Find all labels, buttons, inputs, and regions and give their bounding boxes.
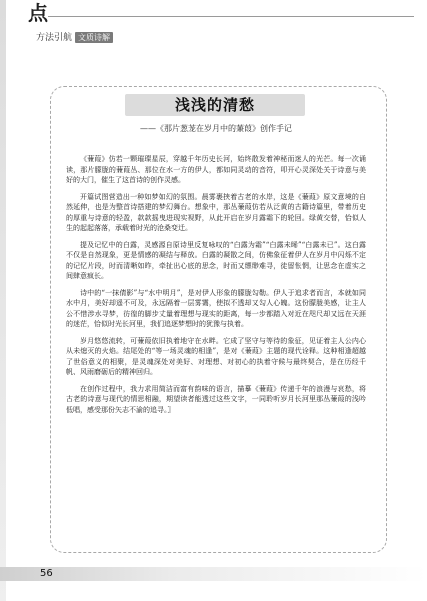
article-subtitle: ——《那片葱茏在岁月中的蒹葭》创作手记 <box>140 124 292 133</box>
header-subtitle: 方法引航 <box>36 33 73 43</box>
paragraph: 提及记忆中的白露，灵感源自原诗里反复咏叹的“白露为霜”“白露未晞”“白露未已”。这白露不仅是自然现象，更是情感的凝结与释放。白露的凝散之间，仿佛象征着伊人在岁月中闪烁不定的记忆片段，时而清晰如昨，牵扯出心底的思念，时而又缥缈难寻，徒留怅惘，让思念在虚实之间肆意疯长。 <box>66 240 366 280</box>
footer-bar <box>0 567 427 581</box>
header-badge: 文质诗解 <box>75 32 113 43</box>
page-number: 56 <box>40 568 53 579</box>
article-title: 浅浅的清愁 <box>125 94 305 116</box>
paragraph: 岁月悠悠流转，可蒹葭依旧执着地守在水畔。它成了坚守与等待的象征，见证着主人公内心从未熄灭的火焰。结尾处的“等一场灵魂的相逢”，是对《蒹葭》主题的现代诠释。这种相逢超越了世俗意义的相聚，是灵魂深处对美好、对理想、对初心的执着守候与最终契合，是在历经千帆、风雨磨砺后的精神回归。 <box>66 336 366 376</box>
paragraph: 开篇试图营造出一种如梦如幻的氛围。晨雾裹挟着古老的水岸，这是《蒹葭》原文意境的自然延伸，也是为整首诗搭建的梦幻舞台。想象中，那丛蒹葭仿若从泛黄的古籍诗篇里，带着历史的厚重与诗意的轻盈，款款摇曳进现实视野，从此开启在岁月露霜下的轮回。绿黄交替，恰似人生的起起落落，承载着时光的沧桑变迁。 <box>66 192 366 232</box>
end-mark: 〗 <box>167 405 175 414</box>
paragraph-text: 在创作过程中，我力求用简洁而富有韵味的语言，描摹《蒹葭》传递千年的浪漫与哀愁，将古老的诗意与现代的情思相融，期望读者能透过这些文字，一同聆听岁月长河里那丛蒹葭的浅吟低唱，感受那份矢志不渝的追寻。 <box>66 384 366 414</box>
binding-gutter <box>0 0 6 601</box>
header-title-char: 点 <box>28 1 48 25</box>
paragraph: 《蒹葭》仿若一颗璀璨星辰，穿越千年历史长河，始终散发着神秘而迷人的光芒。每一次诵读，那片朦胧的蒹葭丛、那位在水一方的伊人，都如同灵动的音符，叩开心灵深处关于诗意与美好的大门，催生了这首诗的创作灵感。 <box>66 155 366 184</box>
header-rule <box>48 16 414 17</box>
paragraph-last <box>66 384 366 416</box>
paragraph: 诗中的“一抹倩影”与“水中明月”，是对伊人形象的朦胧勾勒。伊人于追求者而言，本就如同水中月，美好却遥不可及，永远隔着一层雾霭，使拟不透却又勾人心魄。这份朦胧美感，让主人公不惜涉水寻梦，彷徨的脚步丈量着理想与现实的距离，每一步都踏入对近在咫尺却又远在天涯的迷茫，恰似时光长河里，我们追逐梦想时的犹豫与执着。 <box>66 288 366 328</box>
article-body <box>66 154 366 421</box>
